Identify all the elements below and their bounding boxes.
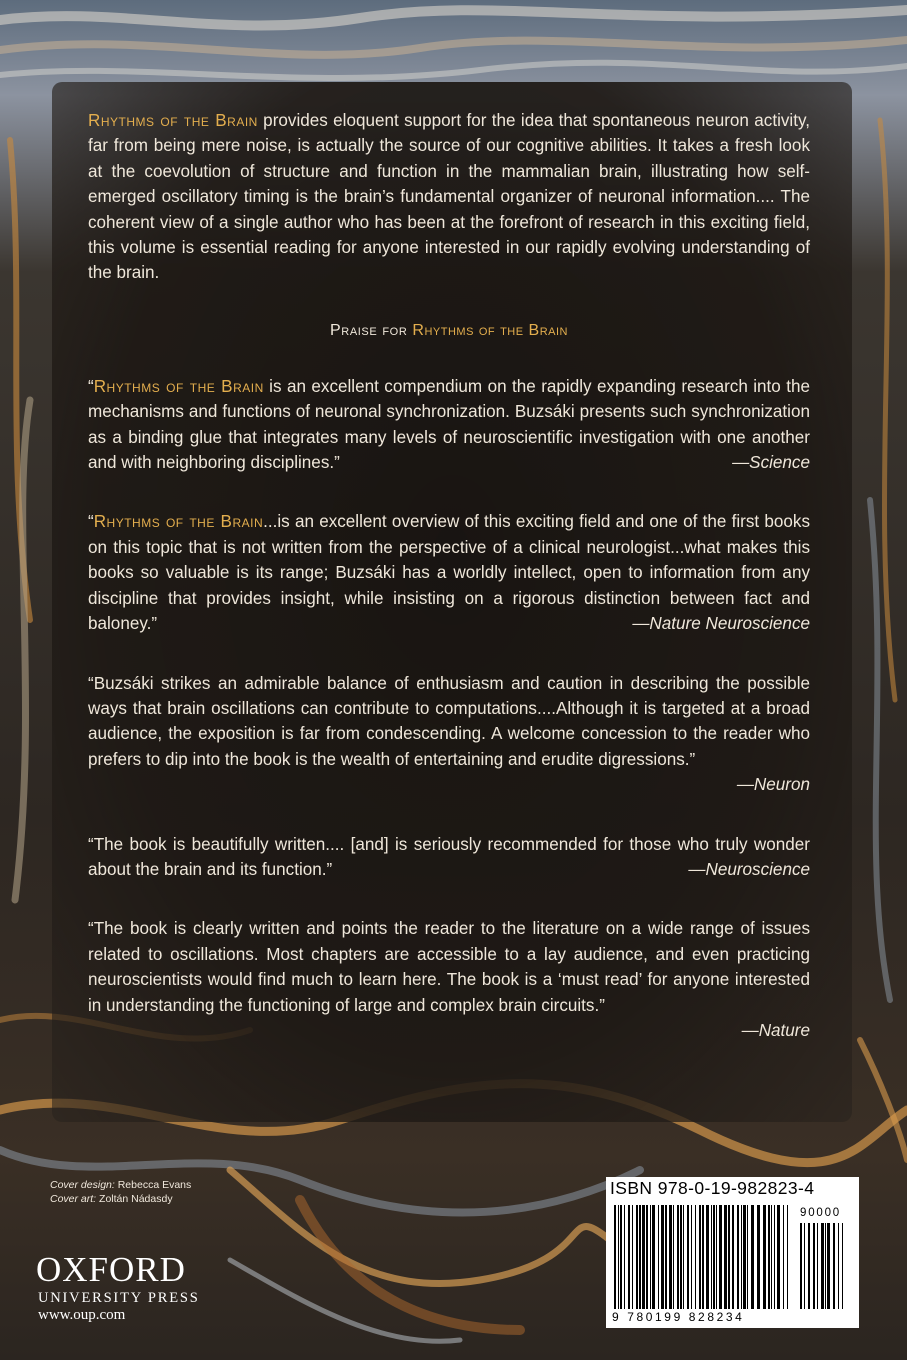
book-title-inline: Rhythms of the Brain xyxy=(88,111,258,130)
barcode-bar xyxy=(661,1205,664,1309)
barcode-bar xyxy=(783,1205,784,1309)
barcode-bar xyxy=(713,1205,715,1309)
praise-heading xyxy=(88,322,810,340)
barcode-addon: 90000 xyxy=(800,1207,841,1219)
barcode-bar xyxy=(741,1205,742,1309)
barcode-bar xyxy=(728,1205,730,1309)
barcode-bar xyxy=(774,1205,775,1309)
barcode-bar xyxy=(724,1205,727,1309)
barcode-bar xyxy=(747,1205,748,1309)
barcode-bar xyxy=(652,1205,655,1309)
barcode-bar xyxy=(706,1205,709,1309)
barcode-bar xyxy=(632,1205,633,1309)
quote-text: “The book is clearly written and points the reader to the literature on a wide range of issues related to oscillations. Most chapters are accessible to a lay audience, and even practicing neuroscientists would find much to learn here. The book is a ‘must read’ for anyone interested in understanding the functioning of large and complex brain circuits.” xyxy=(88,919,810,1015)
design-credit-name: Rebecca Evans xyxy=(114,1179,192,1191)
barcode-bar xyxy=(817,1223,818,1309)
back-cover-content xyxy=(88,108,810,1077)
barcode-bar xyxy=(636,1205,638,1309)
publisher-logo xyxy=(36,1252,200,1324)
barcode-bar xyxy=(650,1205,651,1309)
quote-open: “ xyxy=(88,376,94,396)
quote-text: is an excellent compendium on the rapidly expanding research into the mechanisms and functions of neuronal synchronization. Buzsáki presents such synchronization as a binding glue that integrates many levels of neuroscientific investigation with one another and with neighboring disciplines.” xyxy=(88,376,811,473)
blurb-text: provides eloquent support for the idea that spontaneous neuron activity, far from being mere noise, is actually the source of our cognitive abilities. It takes a fresh look at the coevolution of structure and function in the mammalian brain, illustrating how self-emerged oscillatory timing is the brain’s fundamental organizer of neuronal information.... The coherent view of a single author who has been at the forefront of research in this exciting field, this volume is essential reading for anyone interested in our rapidly evolving understanding of the brain. xyxy=(88,111,810,283)
review-quote xyxy=(88,509,810,636)
barcode-bar xyxy=(827,1223,830,1309)
barcode-bar xyxy=(768,1205,770,1309)
review-quote xyxy=(88,832,810,883)
barcode-bar xyxy=(680,1205,682,1309)
barcode-bar xyxy=(787,1205,788,1309)
barcode-bar xyxy=(800,1223,802,1309)
barcode-bar xyxy=(777,1205,780,1309)
quote-source: —Neuroscience xyxy=(688,859,810,879)
barcode-bar xyxy=(702,1205,704,1309)
barcode-bar xyxy=(673,1205,674,1309)
quote-source: —Neuron xyxy=(736,775,810,795)
quote-open: “ xyxy=(88,512,94,532)
barcode-bar xyxy=(677,1205,679,1309)
barcode-bar xyxy=(716,1205,717,1309)
barcode-bar xyxy=(842,1223,843,1309)
barcode-bar xyxy=(711,1205,712,1309)
barcode-bar xyxy=(813,1223,815,1309)
art-credit-name: Zoltán Nádasdy xyxy=(96,1193,173,1205)
quote-source: —Nature Neuroscience xyxy=(632,614,810,634)
publisher-subtitle: UNIVERSITY PRESS xyxy=(38,1290,200,1306)
cover-credits xyxy=(50,1178,191,1206)
barcode-bar xyxy=(618,1205,619,1309)
review-quote xyxy=(88,916,810,1043)
barcode-bar xyxy=(620,1205,622,1309)
barcode-bar xyxy=(825,1223,826,1309)
praise-heading-prefix: Praise for xyxy=(330,321,413,339)
barcode-bar xyxy=(642,1205,645,1309)
barcode-bar xyxy=(838,1223,839,1309)
barcode-bar xyxy=(687,1205,689,1309)
barcode-bar xyxy=(763,1205,766,1309)
barcode-bar xyxy=(628,1205,630,1309)
barcode-bar xyxy=(624,1205,625,1309)
quote-book-title: Rhythms of the Brain xyxy=(93,512,264,532)
quote-book-title: Rhythms of the Brain xyxy=(93,376,264,396)
barcode-bar xyxy=(821,1223,824,1309)
barcode-digits: 9 780199 828234 xyxy=(612,1310,745,1324)
praise-heading-title: Rhythms of the Brain xyxy=(412,321,568,339)
quote-text: “The book is beautifully written.... [and] is seriously recommended for those who truly wonder about the brain and its function.” xyxy=(88,834,810,879)
design-credit-label: Cover design: xyxy=(50,1179,115,1191)
quote-text: “Buzsáki strikes an admirable balance of enthusiasm and caution in describing the possible ways that brain oscillations can contribute to computations....Although it is targeted at a broad audience, the exposition is far from condescending. A welcome concession to the reader who prefers to dip into the book is the wealth of entertaining and erudite digressions.” xyxy=(88,673,810,769)
barcode-bar xyxy=(614,1205,616,1309)
isbn-label: ISBN 978-0-19-982823-4 xyxy=(610,1178,815,1198)
barcode-bar xyxy=(695,1205,696,1309)
barcode-bar xyxy=(743,1205,746,1309)
review-quote xyxy=(88,671,810,798)
quote-source: —Nature xyxy=(741,1020,810,1040)
publisher-name: OXFORD xyxy=(36,1250,186,1289)
barcode-bar xyxy=(808,1223,810,1309)
barcode-bar xyxy=(639,1205,641,1309)
barcode-bar xyxy=(658,1205,659,1309)
barcode-bar xyxy=(751,1205,754,1309)
barcode-bar xyxy=(732,1205,734,1309)
barcode-bar xyxy=(699,1205,701,1309)
barcode-bar xyxy=(833,1223,835,1309)
quote-source: —Science xyxy=(732,453,810,473)
barcode-bar xyxy=(683,1205,684,1309)
barcode-icon xyxy=(612,1205,853,1309)
publisher-url[interactable]: www.oup.com xyxy=(38,1307,126,1323)
book-blurb xyxy=(88,108,810,286)
art-credit-label: Cover art: xyxy=(50,1193,97,1205)
barcode-bar xyxy=(665,1205,667,1309)
barcode-bar xyxy=(804,1223,805,1309)
barcode-bar xyxy=(719,1205,722,1309)
barcode-bar xyxy=(771,1205,772,1309)
quote-text: ...is an excellent overview of this exciting field and one of the first books on this topic that is not written from the perspective of a clinical neurologist...what makes this books so valuable is its range; Buzsáki has a worldly intellect, open to information from any discipline that provides insight, while insisting on a rigorous distinction between fact and baloney.” xyxy=(88,512,811,634)
barcode-bar xyxy=(757,1205,760,1309)
barcode-bar xyxy=(737,1205,739,1309)
review-quote xyxy=(88,374,810,476)
barcode-bar xyxy=(646,1205,648,1309)
barcode-bar xyxy=(669,1205,672,1309)
barcode-bar xyxy=(691,1205,692,1309)
barcode-box xyxy=(606,1177,859,1328)
